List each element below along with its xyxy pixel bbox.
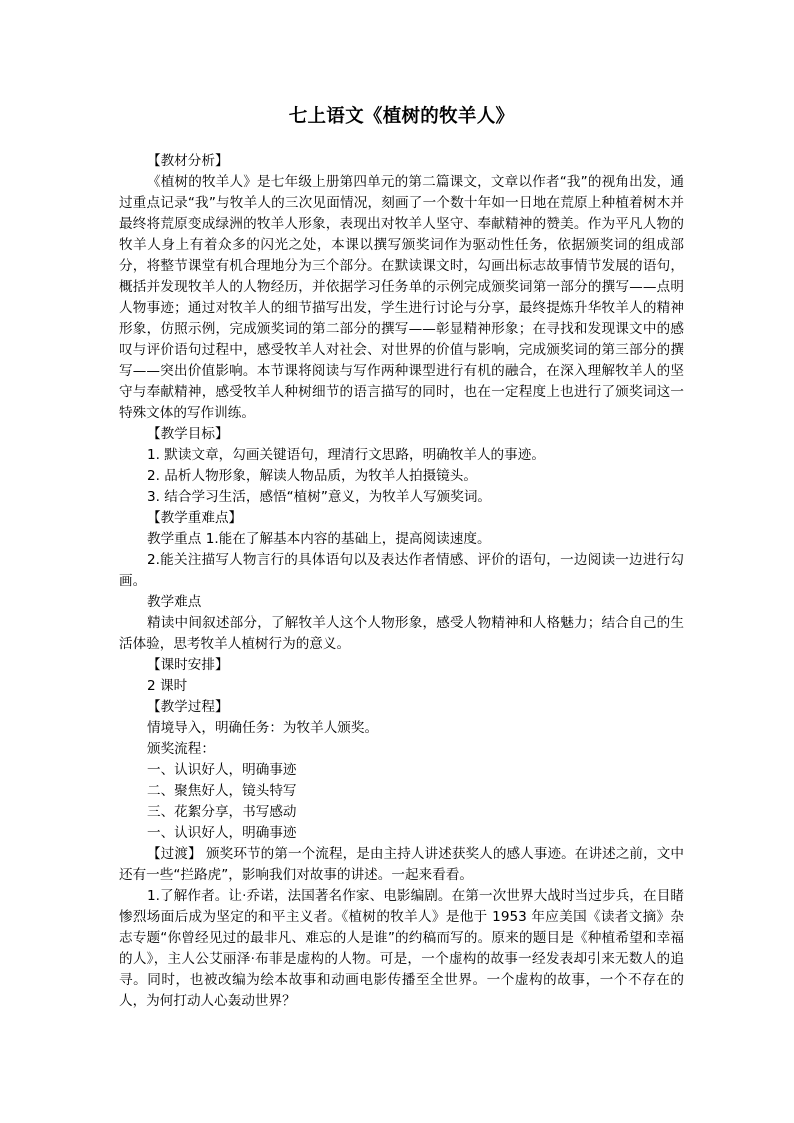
author-paragraph: 1.了解作者。让·乔诺，法国著名作家、电影编剧。在第一次世界大战时当过步兵，在目睹惨烈场面后成为坚定的和平主义者。《植树的牧羊人》是他于 1953 年应美国《读者文摘》杂志专题“你曾经见过的最非凡、难忘的人是谁”的约稿而写的。原来的题目是《种植希望和幸福的人》，主人公艾丽泽·布菲是虚构的人物。可是，一个虚构的故事一经发表却引来无数人的追寻。同时，也被改编为绘本故事和动画电影传播至全世界。一个虚构的故事，一个不存在的人，为何打动人心轰动世界？ (119, 888, 684, 1009)
analysis-paragraph: 《植树的牧羊人》是七年级上册第四单元的第二篇课文，文章以作者“我”的视角出发，通过重点记录“我”与牧羊人的三次见面情况，刻画了一个数十年如一日地在荒原上种植着树木并最终将荒原变成绿洲的牧羊人形象，表现出对牧羊人坚守、奉献精神的赞美。作为平凡人物的牧羊人身上有着众多的闪光之处，本课以撰写颁奖词作为驱动性任务，依据颁奖词的组成部分，将整节课堂有机合理地分为三个部分。在默读课文时，勾画出标志故事情节发展的语句，概括并发现牧羊人的人物经历，并依据学习任务单的示例完成颁奖词第一部分的撰写——点明人物事迹；通过对牧羊人的细节描写出发，学生进行讨论与分享，最终提炼升华牧羊人的精神形象，仿照示例，完成颁奖词的第二部分的撰写——彰显精神形象；在寻找和发现课文中的感叹与评价语句过程中，感受牧羊人对社会、对世界的价值与影响，完成颁奖词的第三部分的撰写——突出价值影响。本节课将阅读与写作两种课型进行有机的融合，在深入理解牧羊人的坚守与奉献精神，感受牧羊人种树细节的语言描写的同时，也在一定程度上也进行了颁奖词这一特殊文体的写作训练。 (119, 174, 684, 421)
schedule-heading: 【课时安排】 (147, 657, 229, 673)
goal-item: 2. 品析人物形象，解读人物品质，为牧羊人拍摄镜头。 (147, 468, 477, 484)
difficulty-label: 教学难点 (147, 594, 202, 610)
focus-point-2: 2.能关注描写人物言行的具体语句以及表达作者情感、评价的语句，一边阅读一边进行勾画。 (119, 552, 684, 589)
award-flow-step: 三、花絮分享，书写感动 (147, 804, 297, 820)
process-heading: 【教学过程】 (147, 699, 229, 715)
difficulty-paragraph: 精读中间叙述部分，了解牧羊人这个人物形象，感受人物精神和人格魅力；结合自己的生活体验，思考牧羊人植树行为的意义。 (119, 615, 684, 652)
goal-item: 3. 结合学习生活，感悟“植树”意义，为牧羊人写颁奖词。 (147, 489, 492, 505)
goal-item: 1. 默读文章，勾画关键语句，理清行文思路，明确牧羊人的事迹。 (147, 447, 545, 463)
transition-paragraph: 【过渡】 颁奖环节的第一个流程，是由主持人讲述获奖人的感人事迹。在讲述之前，文中还有一些“拦路虎”，影响我们对故事的讲述。一起来看看。 (119, 846, 684, 883)
award-flow-label: 颁奖流程： (147, 741, 215, 757)
award-flow-step: 一、认识好人，明确事迹 (147, 825, 297, 841)
focus-point-1: 教学重点 1.能在了解基本内容的基础上，提高阅读速度。 (147, 531, 491, 547)
document-title: 七上语文《植树的牧羊人》 (288, 106, 515, 127)
keypoints-heading: 【教学重难点】 (147, 510, 243, 526)
analysis-heading: 【教材分析】 (147, 153, 229, 169)
document-page (119, 103, 684, 1012)
schedule-text: 2 课时 (147, 678, 188, 694)
award-flow-step: 二、聚焦好人，镜头特写 (147, 783, 297, 799)
process-intro: 情境导入，明确任务：为牧羊人颁奖。 (147, 720, 379, 736)
award-flow-step: 一、认识好人，明确事迹 (147, 762, 297, 778)
goals-heading: 【教学目标】 (147, 426, 229, 442)
